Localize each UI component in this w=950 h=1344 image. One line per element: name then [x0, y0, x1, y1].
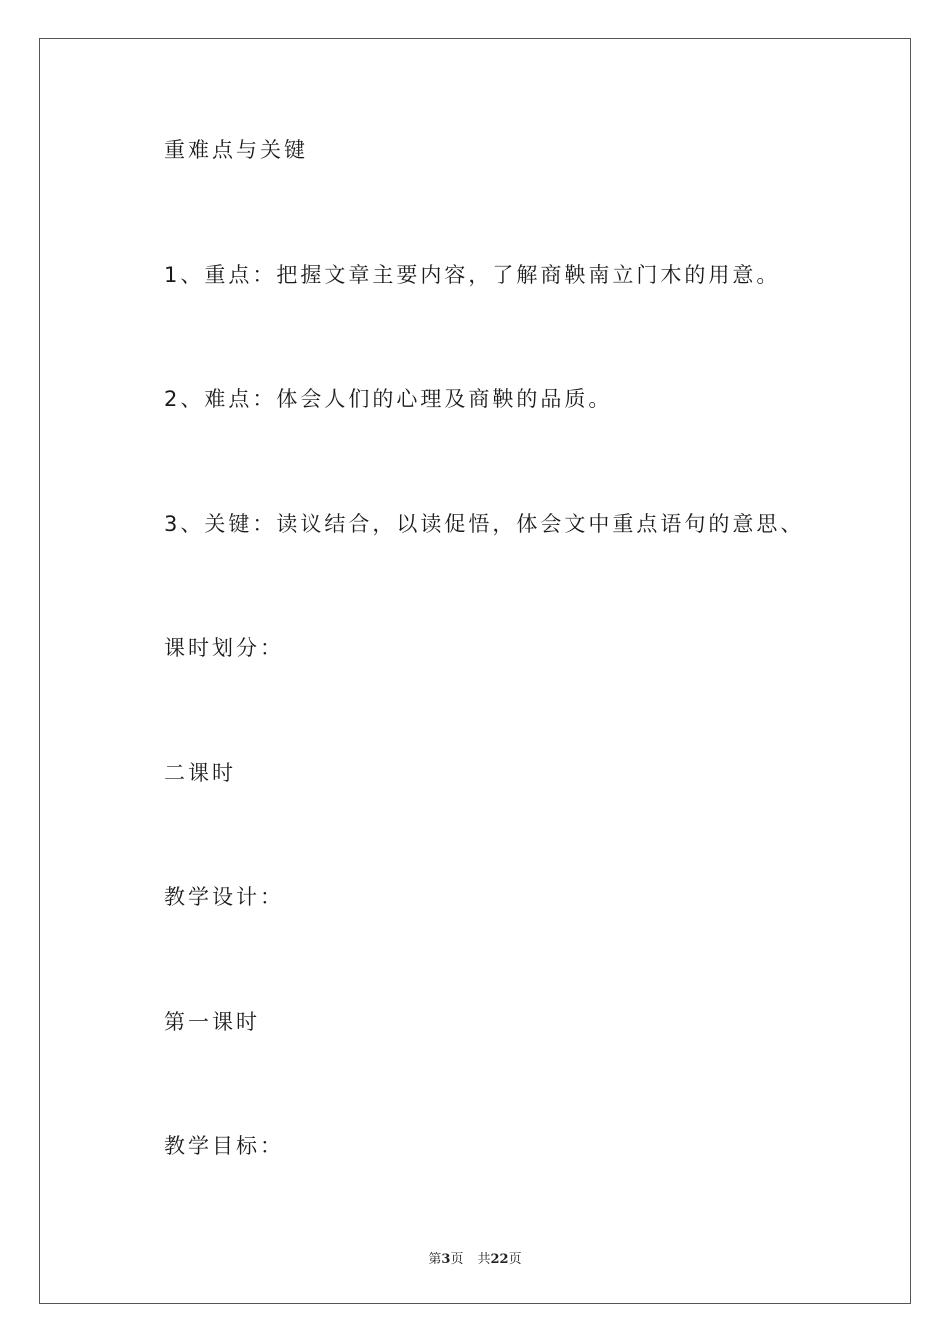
- heading-teaching-goals: 教学目标：: [164, 1134, 284, 1158]
- heading-lesson-division: 课时划分：: [164, 636, 284, 660]
- page-footer: [0, 1248, 950, 1267]
- text-line-focus: 1、重点：把握文章主要内容，了解商鞅南立门木的用意。: [164, 263, 781, 287]
- footer-total-suffix: 页: [508, 1252, 522, 1267]
- footer-page-suffix: 页: [450, 1252, 464, 1267]
- heading-teaching-design: 教学设计：: [164, 885, 284, 909]
- heading-key-points: 重难点与关键: [164, 138, 308, 162]
- footer-total-prefix: 共: [477, 1252, 491, 1267]
- heading-first-lesson: 第一课时: [164, 1010, 260, 1034]
- text-line-two-lessons: 二课时: [164, 761, 236, 785]
- page-frame: [39, 38, 911, 1304]
- text-line-key: 3、关键：读议结合，以读促悟，体会文中重点语句的意思、: [164, 512, 805, 536]
- footer-page-prefix: 第: [428, 1252, 442, 1267]
- footer-page-number: 3: [441, 1252, 451, 1267]
- text-line-difficulty: 2、难点：体会人们的心理及商鞅的品质。: [164, 387, 613, 411]
- footer-total-number: 22: [490, 1252, 509, 1267]
